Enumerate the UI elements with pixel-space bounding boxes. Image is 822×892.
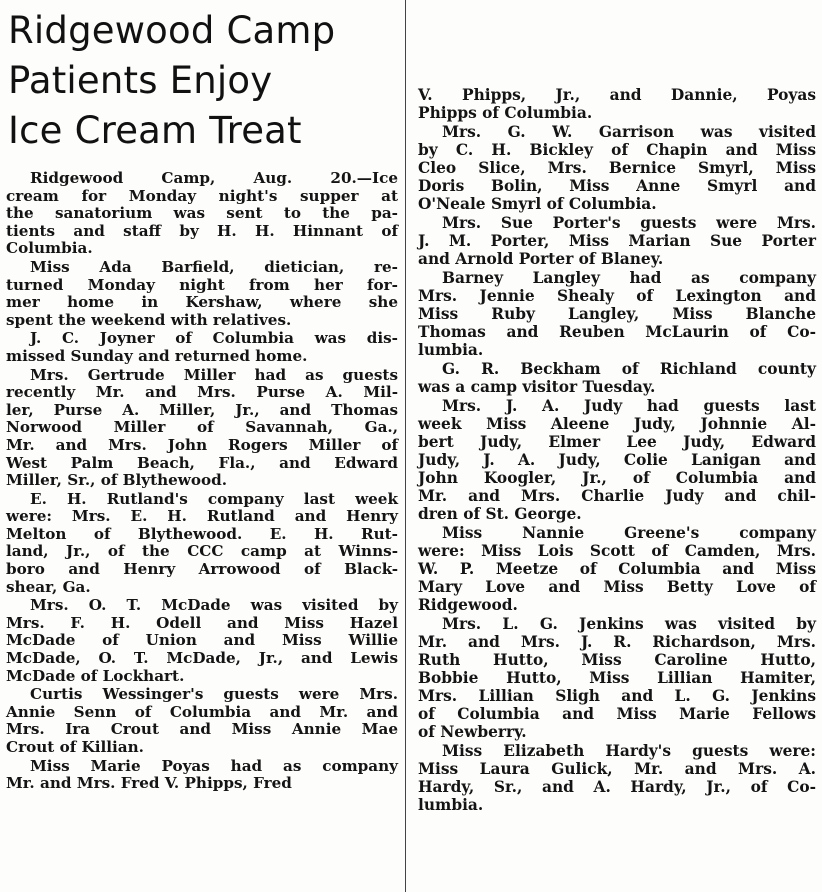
paragraph-line: Miss Ruby Langley, Miss Blanche	[418, 305, 816, 323]
paragraph-line: boro and Henry Arrowood of Black-	[6, 560, 398, 579]
paragraph-line: Mr. and Mrs. J. R. Richardson, Mrs.	[418, 633, 816, 651]
paragraph-line: Mr. and Mrs. Fred V. Phipps, Fred	[6, 774, 292, 793]
paragraph-line: Miss Marie Poyas had as company	[30, 756, 398, 775]
right-column	[418, 0, 816, 815]
article-paragraph	[418, 123, 816, 213]
paragraph-line: Mrs. O. T. McDade was visited by	[30, 596, 398, 615]
paragraph-line: West Palm Beach, Fla., and Edward	[6, 453, 398, 472]
paragraph-line: by C. H. Bickley of Chapin and Miss	[418, 141, 816, 159]
paragraph-line: Curtis Wessinger's guests were Mrs.	[30, 685, 398, 704]
paragraph-line: lumbia.	[418, 796, 484, 814]
paragraph-line: dren of St. George.	[418, 505, 582, 523]
paragraph-line: were: Miss Lois Scott of Camden, Mrs.	[418, 542, 816, 560]
paragraph-line: Ridgewood Camp, Aug. 20.—Ice	[30, 169, 398, 187]
paragraph-line: Mrs. Jennie Shealy of Lexington and	[418, 287, 816, 305]
paragraph-line: W. P. Meetze of Columbia and Miss	[418, 560, 816, 578]
headline-line: Ridgewood Camp	[8, 9, 336, 52]
column-divider	[405, 0, 406, 892]
paragraph-line: Miss Laura Gulick, Mr. and Mrs. A.	[418, 760, 816, 778]
paragraph-line: Annie Senn of Columbia and Mr. and	[6, 702, 398, 721]
paragraph-line: E. H. Rutland's company last week	[30, 489, 398, 508]
paragraph-line: Hardy, Sr., and A. Hardy, Jr., of Co-	[418, 778, 816, 796]
paragraph-line: Mrs. G. W. Garrison was visited	[442, 123, 816, 141]
paragraph-line: ler, Purse A. Miller, Jr., and Thomas	[6, 400, 398, 419]
paragraph-line: week Miss Aleene Judy, Johnnie Al-	[418, 415, 816, 433]
paragraph-line: Mrs. Lillian Sligh and L. G. Jenkins	[418, 687, 816, 705]
article-paragraph	[6, 367, 398, 490]
paragraph-line: mer home in Kershaw, where she	[6, 293, 398, 312]
paragraph-line: McDade of Lockhart.	[6, 666, 185, 685]
headline	[8, 6, 398, 156]
paragraph-line: recently Mr. and Mrs. Purse A. Mil-	[6, 383, 398, 402]
article-paragraph	[6, 597, 398, 685]
article-paragraph	[6, 170, 398, 258]
paragraph-line: J. C. Joyner of Columbia was dis-	[30, 329, 398, 348]
paragraph-line: and Arnold Porter of Blaney.	[418, 250, 664, 268]
article-paragraph	[418, 742, 816, 814]
paragraph-line: the sanatorium was sent to the pa-	[6, 204, 398, 223]
headline-line: Ice Cream Treat	[8, 109, 302, 152]
article-paragraph	[418, 269, 816, 359]
paragraph-line: Ridgewood.	[418, 596, 518, 614]
paragraph-line: of Columbia and Miss Marie Fellows	[418, 705, 816, 723]
paragraph-line: were: Mrs. E. H. Rutland and Henry	[6, 507, 398, 526]
paragraph-line: Miss Elizabeth Hardy's guests were:	[442, 742, 816, 760]
paragraph-line: Norwood Miller of Savannah, Ga.,	[6, 418, 398, 437]
article-paragraph	[418, 524, 816, 614]
paragraph-line: Mrs. Sue Porter's guests were Mrs.	[442, 214, 816, 232]
paragraph-line: Miller, Sr., of Blythewood.	[6, 471, 228, 490]
paragraph-line: Crout of Killian.	[6, 738, 144, 756]
paragraph-line: Doris Bolin, Miss Anne Smyrl and	[418, 177, 816, 195]
paragraph-line: Mrs. F. H. Odell and Miss Hazel	[6, 613, 398, 632]
article-paragraph	[418, 360, 816, 396]
paragraph-line: McDade, O. T. McDade, Jr., and Lewis	[6, 649, 398, 668]
paragraph-line: Mary Love and Miss Betty Love of	[418, 578, 816, 596]
paragraph-line: Mrs. J. A. Judy had guests last	[442, 397, 816, 415]
paragraph-line: Judy, J. A. Judy, Colie Lanigan and	[418, 451, 816, 469]
paragraph-line: John Koogler, Jr., of Columbia and	[418, 469, 816, 487]
paragraph-line: McDade of Union and Miss Willie	[6, 631, 398, 650]
paragraph-line: G. R. Beckham of Richland county	[442, 360, 816, 378]
left-column-body	[6, 170, 398, 793]
article-paragraph	[418, 615, 816, 741]
paragraph-line: Miss Ada Barfield, dietician, re-	[30, 257, 398, 276]
article-paragraph	[418, 214, 816, 268]
article-paragraph	[6, 491, 398, 597]
paragraph-line: Miss Nannie Greene's company	[442, 524, 816, 542]
headline-line: Patients Enjoy	[8, 59, 273, 102]
paragraph-line: of Newberry.	[418, 723, 527, 741]
paragraph-line: Cleo Slice, Mrs. Bernice Smyrl, Miss	[418, 159, 816, 177]
paragraph-line: lumbia.	[418, 341, 484, 359]
paragraph-line: missed Sunday and returned home.	[6, 346, 308, 365]
article-paragraph	[418, 397, 816, 523]
paragraph-line: Barney Langley had as company	[442, 269, 816, 287]
paragraph-line: spent the weekend with relatives.	[6, 310, 292, 329]
paragraph-line: Columbia.	[6, 239, 93, 258]
paragraph-line: shear, Ga.	[6, 577, 91, 596]
paragraph-line: Melton of Blythewood. E. H. Rut-	[6, 524, 398, 543]
paragraph-line: cream for Monday night's supper at	[6, 186, 398, 205]
paragraph-line: Mr. and Mrs. John Rogers Miller of	[6, 435, 398, 454]
paragraph-line: Phipps of Columbia.	[418, 104, 593, 122]
right-column-body	[418, 86, 816, 814]
paragraph-line: was a camp visitor Tuesday.	[418, 378, 656, 396]
paragraph-line: Mrs. Gertrude Miller had as guests	[30, 365, 398, 384]
left-column	[6, 0, 398, 794]
article-paragraph	[6, 758, 398, 793]
paragraph-line: bert Judy, Elmer Lee Judy, Edward	[418, 433, 816, 451]
paragraph-line: J. M. Porter, Miss Marian Sue Porter	[418, 232, 816, 250]
paragraph-line: V. Phipps, Jr., and Dannie, Poyas	[418, 86, 816, 104]
paragraph-line: O'Neale Smyrl of Columbia.	[418, 195, 657, 213]
article-paragraph	[6, 259, 398, 329]
paragraph-line: Mrs. Ira Crout and Miss Annie Mae	[6, 720, 398, 739]
paragraph-line: Bobbie Hutto, Miss Lillian Hamiter,	[418, 669, 816, 687]
article-paragraph	[6, 330, 398, 365]
article-paragraph	[6, 686, 398, 756]
paragraph-line: Thomas and Reuben McLaurin of Co-	[418, 323, 816, 341]
paragraph-line: turned Monday night from her for-	[6, 275, 398, 294]
paragraph-line: tients and staff by H. H. Hinnant of	[6, 221, 398, 240]
paragraph-line: Ruth Hutto, Miss Caroline Hutto,	[418, 651, 816, 669]
paragraph-line: Mr. and Mrs. Charlie Judy and chil-	[418, 487, 816, 505]
article-paragraph	[418, 86, 816, 122]
paragraph-line: land, Jr., of the CCC camp at Winns-	[6, 542, 398, 561]
paragraph-line: Mrs. L. G. Jenkins was visited by	[442, 615, 816, 633]
